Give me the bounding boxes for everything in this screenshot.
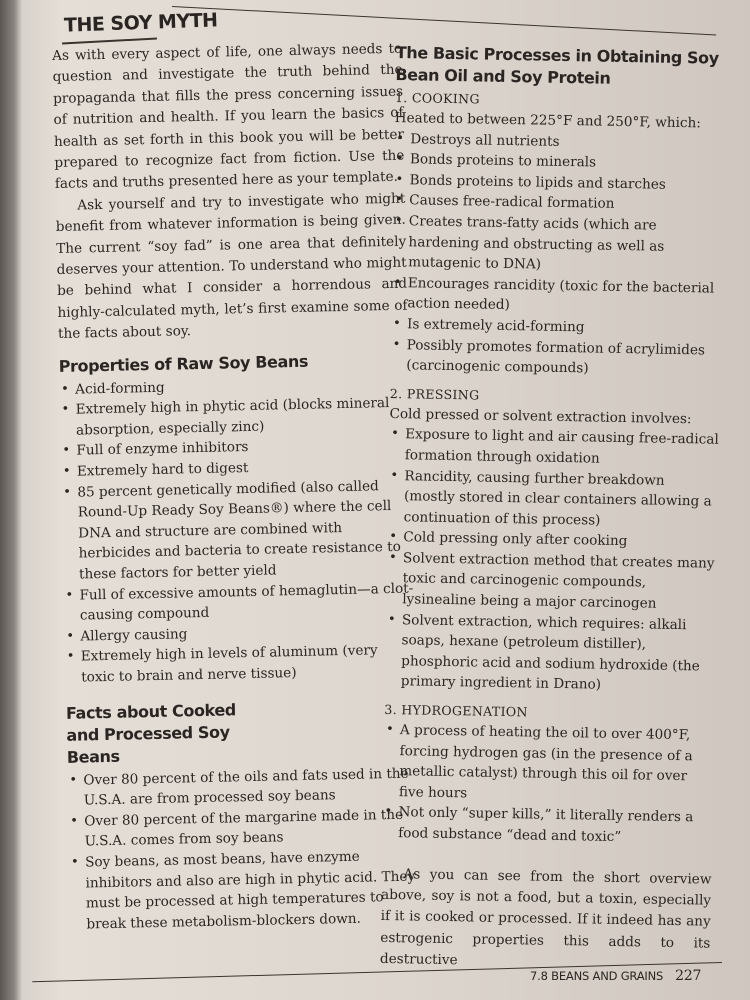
step-intro-cooking: Heated to between 225°F and 250°F, which: bbox=[394, 109, 702, 132]
intro-paragraph-1: As with every aspect of life, one always needs to question and investigate the truth behind the propaganda that fills the press concerning issues of nutrition and health. If you learn the basics of health as set forth in this book you will be better prepared to recognize fact from fiction. Use the facts and truths presented here as your template. bbox=[52, 40, 405, 193]
list-item: • Bonds proteins to minerals bbox=[394, 149, 724, 175]
list-item: • Solvent extraction method that creates many toxic and carcinogenic compounds, lysinealine being a major carcinogen bbox=[386, 548, 717, 616]
list-item: • Acid-forming bbox=[59, 372, 409, 400]
intro-paragraph-2: Ask yourself and try to investigate who might benefit from whatever information is being given. The current “soy fad” is one area that definitely deserves your attention. To understand who might be behind what I consider a horrendous and highly-calculated myth, let’s first examine some of the facts about soy. bbox=[55, 190, 408, 343]
list-item: • Extremely high in levels of aluminum (very toxic to brain and nerve tissue) bbox=[65, 640, 416, 689]
list-item: • Rancidity, causing further breakdown (mostly stored in clear containers allowing a continuation of this process) bbox=[388, 465, 719, 533]
section-heading-cooked: Facts about Cooked and Processed Soy Beans bbox=[65, 699, 237, 767]
list-item: • A process of heating the oil to over 400°F, forcing hydrogen gas (in the presence of a metallic catalyst) through this oil for over five hours bbox=[383, 720, 714, 808]
running-footer bbox=[530, 968, 701, 984]
list-item: • Destroys all nutrients bbox=[394, 129, 724, 155]
raw-properties-list bbox=[59, 372, 415, 688]
book-page bbox=[22, 0, 750, 1000]
list-item: • Is extremely acid-forming bbox=[391, 314, 721, 340]
list-item: • Causes free-radical formation bbox=[393, 190, 723, 216]
list-item: • Not only “super kills,” it literally renders a food substance “dead and toxic” bbox=[382, 802, 713, 849]
cooking-list bbox=[390, 129, 724, 382]
list-item: • Soy beans, as most beans, have enzyme inhibitors and also are high in phytic acid. They must be processed at high temperatures to break these metabolism-blockers down. bbox=[69, 845, 421, 935]
right-column bbox=[380, 42, 726, 976]
list-item: • Cold pressing only after cooking bbox=[387, 527, 717, 553]
list-item: • Allergy causing bbox=[64, 619, 414, 647]
list-item: • Encourages rancidity (toxic for the bacterial action needed) bbox=[391, 273, 722, 320]
processes-heading: The Basic Processes in Obtaining Soy Bean Oil and Soy Protein bbox=[395, 42, 719, 88]
list-item: • Solvent extraction, which requires: alkali soaps, hexane (petroleum distiller), phosphoric acid and sodium hydroxide (the primary ingredient in Drano) bbox=[385, 610, 716, 698]
list-item: • Extremely high in phytic acid (blocks mineral absorption, especially zinc) bbox=[59, 393, 410, 442]
list-item: • Over 80 percent of the oils and fats used in the U.S.A. are from processed soy beans bbox=[67, 763, 418, 812]
list-item: • Extremely hard to digest bbox=[61, 455, 411, 483]
list-item: • 85 percent genetically modified (also called Round-Up Ready Soy Beans®) where the cell DNA and structure are combined with herbicides and bacteria to create resistance to these factors for better yield bbox=[61, 475, 413, 585]
list-item: • Over 80 percent of the margarine made in the U.S.A. comes from soy beans bbox=[68, 804, 419, 853]
list-item: • Full of excessive amounts of hemaglutin—a clot-causing compound bbox=[63, 578, 414, 627]
chapter-title: THE SOY MYTH bbox=[63, 9, 218, 37]
list-item: • Bonds proteins to lipids and starches bbox=[393, 170, 723, 196]
top-rule bbox=[172, 6, 716, 36]
cooked-facts-list bbox=[67, 763, 420, 935]
closing-paragraph: As you can see from the short overview above, soy is not a food, but a toxin, especially if it is cooked or processed. If it indeed has any estrogenic properties this adds to its destructive bbox=[379, 865, 712, 969]
footer-section: 7.8 BEANS AND GRAINS bbox=[530, 969, 664, 983]
left-column bbox=[52, 39, 421, 935]
section-heading-raw: Properties of Raw Soy Beans bbox=[58, 351, 309, 376]
step-intro-pressing: Cold pressed or solvent extraction involves: bbox=[389, 405, 692, 427]
list-item: • Possibly promotes formation of acrylimides (carcinogenic compounds) bbox=[390, 334, 721, 381]
page-number: 227 bbox=[675, 968, 702, 984]
step-title-cooking: 1. COOKING bbox=[394, 89, 480, 107]
list-item: • Full of enzyme inhibitors bbox=[60, 434, 410, 462]
step-title-pressing: 2. PRESSING bbox=[389, 385, 480, 403]
list-item: • Exposure to light and air causing free-radical formation through oxidation bbox=[389, 424, 720, 471]
hydrogenation-list bbox=[382, 720, 714, 849]
list-item: • Creates trans-fatty acids (which are hardening and obstructing as well as mutagenic to DNA) bbox=[392, 211, 723, 279]
step-title-hydrogenation: 3. HYDROGENATION bbox=[384, 701, 528, 720]
pressing-list bbox=[385, 424, 720, 697]
